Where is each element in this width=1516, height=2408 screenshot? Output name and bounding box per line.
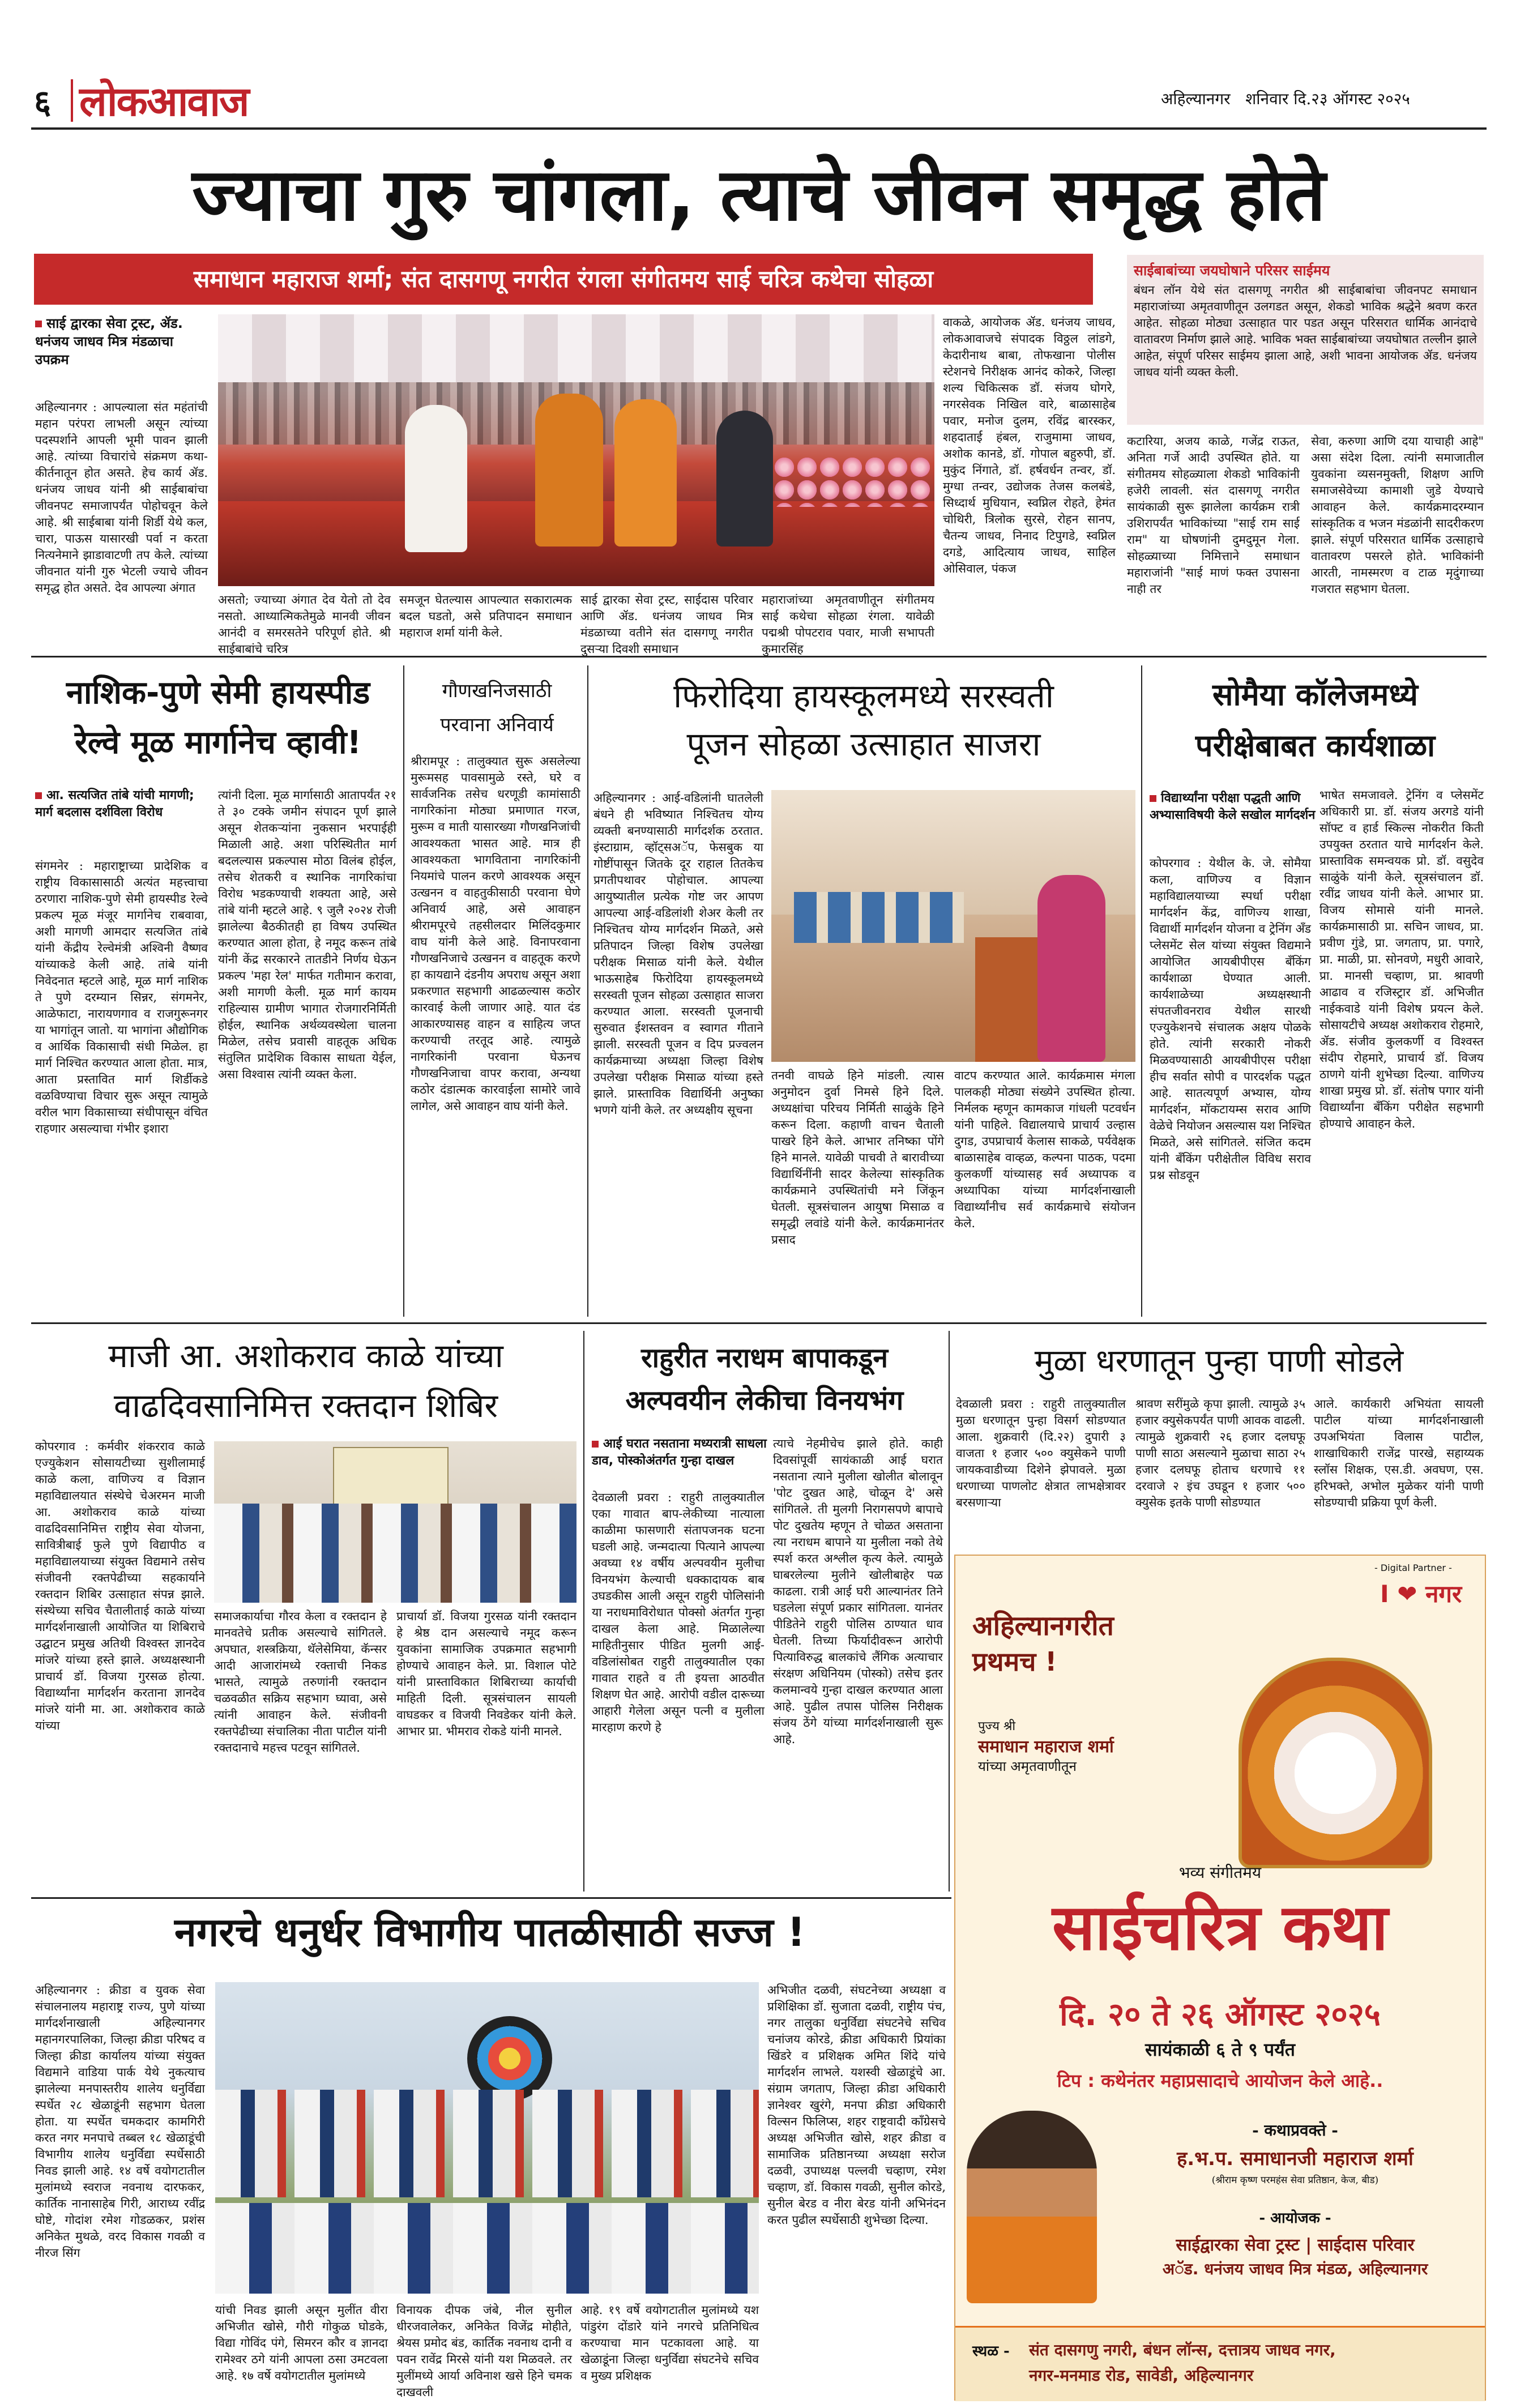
column-rule xyxy=(583,1331,584,1892)
firodia-photo xyxy=(771,790,1135,1062)
firodia-col1: अहिल्यानगर : आई-वडिलांनी घातलेली बंधने ही भविष्यात निश्चितच योग्य व्यक्ती बनण्यासाठी मार्गदर्शक ठरतात. इंस्टाग्राम, व्हॉट्सअॅप, फेसबुक या गोष्टींपासून जितके दूर राहाल तितकेच प्रगतीपथावर पोहोचाल. आपल्या आयुष्यातील प्रत्येक गोष्ट जर आपण आपल्या आई-वडिलांशी शेअर केली तर निश्चितच योग्य मार्गदर्शन मिळते, असे प्रतिपादन जिल्हा विशेष उपलेखा परीक्षक मिसाळ यांनी केले. येथील भाऊसाहेब फिरोदिया हायस्कूलमध्ये सरस्वती पूजन सोहळा उत्साहात साजरा करण्यात आला. सरस्वती पूजनाची सुरुवात ईशस्तवन व स्वागत गीताने झाली. सरस्वती पूजन व दिप प्रज्वलन कार्यक्रमाच्या अध्यक्षा जिल्हा विशेष उपलेखा परीक्षक मिसाळ यांच्या हस्ते झाले. प्रास्ताविक विद्यार्थिनी अनुष्का भणगे यांनी केले. तर अध्यक्षीय सूचना xyxy=(593,791,763,1117)
ad-time: सायंकाळी ६ ते ९ पर्यंत xyxy=(1145,2039,1295,2060)
masthead-rule xyxy=(31,127,1487,130)
column-rule xyxy=(587,665,588,1317)
person-2 xyxy=(535,394,603,547)
ad-speaker-name: समाधान महाराज शर्मा xyxy=(978,1737,1114,1757)
ad-note: टिप : कथेनंतर महाप्रसादाचे आयोजन केले आहे.. xyxy=(1057,2070,1383,2091)
archers-front-row xyxy=(215,2203,759,2294)
ad-speaker-pre: पुज्य श्री xyxy=(978,1719,1016,1734)
ad-kicker: भव्य संगीतमय xyxy=(1178,1863,1262,1882)
lead-sidebar xyxy=(1127,255,1484,425)
lead-col5: महाराजांच्या अमृतवाणीतून संगीतमय साई कथेचा सोहळा रंगला. यावेळी पद्मश्री पोपटराव पवार, माजी सभापती कुमारसिंह xyxy=(762,593,934,656)
gaun-headline-2: परवाना अनिवार्य xyxy=(440,714,554,736)
dhanurdhar-photo xyxy=(215,1982,759,2294)
page-number: ६ xyxy=(34,83,52,121)
nashik-col2: त्यांनी दिला. मूळ मार्गासाठी आतापर्यंत २१ ते ३० टक्के जमीन संपादन पूर्ण झाले असून शेतकऱ्यांना नुकसान भरपाईही मिळाली आहे. अशा परिस्थितीत मार्ग बदलल्यास प्रकल्पास मोठा विलंब होईल, तसेच शेतकरी व स्थानिक नागरिकांचा विरोध भडकण्याची शक्यता आहे, असे तांबे यांनी म्हटले आहे. ९ जुलै २०२४ रोजी झालेल्या बैठकीतही हा विषय उपस्थित करण्यात आला होता, हे नमूद करून तांबे यांनी केंद्र सरकारने तातडीने निर्णय घेऊन प्रकल्प 'महा रेल' मार्फत गतीमान करावा, अशी मागणी केली. मूळ मार्ग कायम राहिल्यास ग्रामीण भागात रोजगारनिर्मिती होईल, स्थानिक अर्थव्यवस्थेला चालना मिळेल, तसेच प्रवासी वाहतूक अधिक संतुलित प्रादेशिक विकास साधता येईल, असा विश्वास त्यांनी व्यक्त केला. xyxy=(218,788,396,1081)
somaiya-subhead xyxy=(1150,790,1319,824)
person-4 xyxy=(716,411,773,547)
column-rule xyxy=(403,665,404,1317)
bullet-square xyxy=(35,792,42,799)
column-rule xyxy=(1141,665,1142,1317)
masthead-divider xyxy=(71,79,73,122)
sai-baba-portrait xyxy=(1239,1658,1432,1868)
kale-photo xyxy=(214,1441,576,1603)
firodia-headline-1: फिरोदिया हायस्कूलमध्ये सरस्वती xyxy=(673,677,1054,715)
dhanurdhar-col3: विनायक दीपक जंबे, नील सुनील धीरजवालेकर, अनिकेत विजेंद्र मोहीते, श्रेयस प्रमोद बंड, कार्तिक नवनाथ दानी व पवन रावेंद्र मिरसे यांनी यश मिळवले. तर मुलींमध्ये आर्या अविनाश खसे हिने चमक दाखवली xyxy=(396,2303,572,2399)
lead-subhead xyxy=(35,314,205,369)
lead-col4: साई द्वारका सेवा ट्रस्ट, साईदास परिवार आणि ॲड. धनंजय जाधव मित्र मंडळाच्या वतीने संत दासगणू नगरीत दुसऱ्या दिवशी समाधान xyxy=(580,593,753,656)
lead-photo xyxy=(218,314,934,586)
ad-narrator-name: ह.भ.प. समाधानजी महाराज शर्मा xyxy=(1177,2147,1413,2170)
rahuri-col2: त्याचे नेहमीचेच झाले होते. काही दिवसांपूर्वी सायंकाळी आई घरात नसताना त्याने मुलीला खोलीत बोलावून 'पोट दुखत आहे, चोळून दे' असे सांगितले. ती मुलगी निरागसपणे बापाचे पोट दुखतेय म्हणून ते चोळत असताना त्या नराधम बापाने या मुलीला नको तेथे स्पर्श करत अश्लील कृत्य केले. त्यामुळे घाबरलेल्या मुलीने खोलीबाहेर पळ काढला. रात्री आई घरी आल्यानंतर तिने घडलेला संपूर्ण प्रकार सांगितला. यानंतर पीडितेने राहुरी पोलिस ठाण्यात धाव घेतली. तिच्या फिर्यादीवरून आरोपी पित्याविरुद्ध बालकांचे लैंगिक अत्याचार संरक्षण अधिनियम (पोस्को) तसेच इतर कलमान्वये गुन्हा दाखल करण्यात आला आहे. पुढील तपास पोलिस निरीक्षक संजय ठेंगे यांच्या मार्गदर्शनाखाली सुरू आहे. xyxy=(773,1437,943,1746)
person-3 xyxy=(614,399,677,547)
kale-col2: समाजकार्याचा गौरव केला व रक्तदान हे मानवतेचे प्रतीक असल्याचे सांगितले. अपघात, शस्त्रक्रिया, थॅलेसेमिया, कॅन्सर आदी आजारांमध्ये रक्ताची निकड भासते, त्यामुळे तरुणांनी रक्तदान चळवळीत सक्रिय सहभाग घ्यावा, असे त्यांनी आवाहन केले. संजीवनी रक्तपेढीच्या संचालिका नीता पाटील यांनी रक्तदानाचे महत्त्व पटवून सांगितले. xyxy=(214,1609,387,1754)
dhanurdhar-col4: आहे. १९ वर्षे वयोगटातील मुलांमध्ये यश पांडुरंग दोंडारे यांने नगरचे प्रतिनिधित्व करण्याचा मान पटकावला आहे. या खेळाडूंना जिल्हा धनुर्विद्या संघटनेचे सचिव व मुख्य प्रशिक्षक xyxy=(580,2303,759,2383)
ad-organizer-label: - आयोजक - xyxy=(1259,2210,1331,2227)
somaiya-subhead-text: विद्यार्थ्यांना परीक्षा पद्धती आणि अभ्यासाविषयी केले सखोल मार्गदर्शन xyxy=(1150,791,1316,822)
archery-target xyxy=(467,2016,552,2101)
lead-subhead-text: साई द्वारका सेवा ट्रस्ट, ॲड. धनंजय जाधव मित्र मंडळाचा उपक्रम xyxy=(35,315,183,368)
lead-headline: ज्याचा गुरु चांगला, त्याचे जीवन समृद्ध होते xyxy=(192,153,1326,237)
ad-intro-line-1: अहिल्यानगरीत xyxy=(972,1610,1114,1642)
dhanurdhar-col1: अहिल्यानगर : क्रीडा व युवक सेवा संचालनालय महाराष्ट्र राज्य, पुणे यांच्या मार्गदर्शनाखाली अहिल्यानगर महानगरपालिका, जिल्हा क्रीडा परिषद व जिल्हा क्रीडा कार्यालय यांच्या संयुक्त विद्यमाने वाडिया पार्क येथे नुकत्याच झालेल्या मनपास्तरीय शालेय धनुर्विद्या स्पर्धेत २८ खेळाडूंनी सहभाग घेतला होता. या स्पर्धेत चमकदार कामगिरी करत नगर मनपाचे तब्बल १८ खेळाडूंची विभागीय शालेय धनुर्विद्या स्पर्धेसाठी निवड झाली आहे. १४ वर्षे वयोगटातील मुलांमध्ये स्वराज नवनाथ दारफकर, कार्तिक नानासाहेब गिरी, आराध्य रवींद्र घोष्टे, गोदांश रमेश गोडळकर, प्रशंस अनिकेत मुथळे, वरद विकास गवळी व नीरज सिंग xyxy=(35,1983,205,2260)
newspaper-logo: लोकआवाज xyxy=(79,78,249,125)
lead-col7: कटारिया, अजय काळे, गजेंद्र राऊत, अनिता गर्जे आदी उपस्थित होते. या संगीतमय सोहळ्याला शेकडो भाविकांनी हजेरी लावली. संत दासगणू नगरीत सायंकाळी सुरू झालेला कार्यक्रम रात्री उशिरापर्यंत भाविकांच्या "साई राम साई राम" या घोषणांनी दुमदुमून गेला. सोहळ्याच्या निमित्ताने समाधान महाराजांनी "साई माणं फक्त उपासना नाही तर xyxy=(1127,434,1300,596)
section-rule-3 xyxy=(31,1897,951,1899)
ad-venue-line-1: संत दासगणु नगरी, बंधन लॉन्स, दत्तात्रय जाधव नगर, xyxy=(1029,2341,1336,2359)
seated-guests xyxy=(794,892,964,943)
podium xyxy=(975,937,1043,1062)
person-1 xyxy=(405,405,467,552)
lead-col6: वाकळे, आयोजक ॲड. धनंजय जाधव, लोकआवाजचे संपादक विठ्ठल लांडगे, केदारीनाथ बाबा, तोफखाना पोलीस स्टेशनचे निरीक्षक आनंद कोकरे, जिल्हा शल्य चिकित्सक डॉ. संजय घोगरे, नगरसेवक निखिल वारे, बाळासाहेब पवार, मनोज दुलम, रविंद्र बारस्कर, शहदातार्ई हंबल, राजुमामा जाधव, अशोक कानडे, डॉ. गोपाल बहुरुपी, डॉ. मुकुंद निंगाते, डॉ. हर्षवर्धन तन्वर, डॉ. मुग्धा तन्वर, उद्योजक तेजस कलबंडे, सिध्दार्थ मुधियान, स्वप्निल रोहते, हेमंत चोथिरी, त्रिलोक सुरसे, रोहन सानप, चैतन्य जाधव, निनाद टिपुगडे, स्वप्निल दगडे, आदित्याय जाधव, साहिल ओसिवाल, पंकज xyxy=(943,315,1116,575)
nashik-headline-1: नाशिक-पुणे सेमी हायस्पीड xyxy=(66,674,370,711)
lead-col8: सेवा, करुणा आणि दया याचाही आहे" असा संदेश दिला. त्यांनी समाजातील युवकांना व्यसनमुक्ती, शिक्षण आणि समाजसेवेच्या कामाशी जुडे येण्याचे आवाहन केले. कार्यक्रमादरम्यान सांस्कृतिक व भजन मंडळांनी सादरीकरण झाले. संपूर्ण परिसरात धार्मिक उत्साहाचे वातावरण पसरले होते. भाविकांनी आरती, नामस्मरण व टाळ मृदुंगाच्या गजरात सहभाग घेतला. xyxy=(1311,434,1484,596)
somaiya-col2: भाषेत समजावले. ट्रेनिंग व प्लेसमेंट अधिकारी प्रा. डॉ. संजय अरगडे यांनी सॉफ्ट व हार्ड स्किल्स नोकरीत किती उपयुक्त ठरतात याचे मार्गदर्शन केले. प्रास्ताविक समन्वयक प्रो. डॉ. वसुदेव साळुंके यांनी केले. सूत्रसंचालन डॉ. रवींद्र जाधव यांनी केले. आभार प्रा. विजय सोमासे यांनी मानले. कार्यक्रमासाठी प्रा. सचिन जाधव, प्रा. प्रवीण गुंडे, प्रा. जगताप, प्रा. पगारे, प्रा. माळी, प्रा. सोनवणे, मधुरी आवारे, प्रा. मानसी चव्हाण, प्रा. श्रावणी आढाव व रजिस्ट्रार डॉ. अभिजीत नाईकवाडे यांनी विशेष प्रयत्न केले. सोसायटीचे अध्यक्ष अशोकराव रोहमारे, ॲड. संजीव कुलकर्णी व विश्वस्त संदीप रोहमारे, प्राचार्य डॉ. विजय ठाणगे यांनी शुभेच्छा दिल्या. वाणिज्य शाखा प्रमुख प्रो. डॉ. संतोष पगार यांनी विद्यार्थ्यांना बँकिंग परीक्षेत सहभागी होण्याचे आवाहन केले. xyxy=(1319,788,1484,1130)
ad-venue-line-2: नगर-मनमाड रोड, सावेडी, अहिल्यानगर xyxy=(1029,2366,1254,2385)
firodia-headline-2: पूजन सोहळा उत्साहात साजरा xyxy=(686,725,1041,763)
rahuri-headline-2: अल्पवयीन लेकीचा विनयभंग xyxy=(625,1385,904,1416)
speaker xyxy=(1037,875,1105,1062)
ad-dates: दि. २० ते २६ ऑगस्ट २०२५ xyxy=(1060,1996,1381,2033)
bullet-square xyxy=(1150,795,1156,802)
mula-col2: श्रावण सरींमुळे कृपा झाली. त्यामुळे ३५ हजार क्युसेकपर्यंत पाणी आवक वाढली. त्यामुळे शुक्रवारी २६ हजार दलघफू पाणी साठा असल्याने मुळाचा साठा २५ हजार दलघफू होताच धरणाचे ११ दरवाजे २ इंच उघडून १ हजार ५०० क्युसेक इतके पाणी सोडण्यात xyxy=(1135,1397,1305,1509)
stage-canopy xyxy=(218,314,934,382)
dhanurdhar-col2: यांची निवड झाली असून मुलींत वीरा अभिजीत खोसे, गौरी गोकुळ घोडके, विद्या गोविंद पंगे, सिमरन कौर व ज्ञानदा रामेश्वर ठगे यांनी आपला ठसा उमटवला आहे. १७ वर्षे वयोगटातील मुलांमध्ये xyxy=(215,2303,388,2383)
narrator-photo xyxy=(967,2111,1097,2303)
archers-back-row xyxy=(215,2090,759,2197)
rahuri-subhead-text: आई घरात नसताना मध्यरात्री साधला डाव, पोस्कोअंतर्गत गुन्हा दाखल xyxy=(592,1437,767,1468)
ad-organizer-1: साईद्वारका सेवा ट्रस्ट | साईदास परिवार xyxy=(1176,2235,1415,2255)
section-rule-2 xyxy=(31,1322,1487,1324)
group-people xyxy=(214,1504,576,1603)
firodia-col2: तनवी वाघळे हिने मांडली. त्यास अनुमोदन दुर्वा निमसे हिने दिले. अध्यक्षांचा परिचय निर्मिती साळुंके हिने करून दिला. कहाणी वाचन चैताली पाखरे हिने केले. आभार तनिष्का पोंगे हिने मानले. यावेळी पाचवी ते बारावीच्या विद्यार्थिनींनी सादर केलेल्या सांस्कृतिक कार्यक्रमाने उपस्थितांची मने जिंकून घेतली. सूत्रसंचालन आयुषा मिसाळ व समृद्धी लवांडे यांनी केले. कार्यक्रमानंतर प्रसाद xyxy=(771,1069,944,1246)
mula-headline: मुळा धरणातून पुन्हा पाणी सोडले xyxy=(1034,1343,1404,1380)
lead-col2: असतो; ज्याच्या अंगात देव येतो तो देव नसतो. आध्यात्मिकतेमुळे मानवी जीवन आनंदी व समरसतेने परिपूर्ण होते. श्री साईबाबांचे चरित्र xyxy=(218,593,391,656)
ad-partner-logo: I ❤ नगर xyxy=(1380,1580,1462,1608)
ad-intro-line-2: प्रथमच ! xyxy=(972,1646,1057,1677)
lead-sidebar-heading: साईबाबांच्या जयघोषाने परिसर साईमय xyxy=(1134,262,1330,279)
ad-title: साईचरित्र कथा xyxy=(1052,1890,1389,1965)
ad-partner-label: - Digital Partner - xyxy=(1374,1562,1452,1573)
ad-organizer-2: अॅड. धनंजय जाधव मित्र मंडळ, अहिल्यानगर xyxy=(1162,2260,1428,2278)
ad-narrator-sub: (श्रीराम कृष्ण परमहंस सेवा प्रतिष्ठान, केज, बीड) xyxy=(1211,2175,1379,2186)
flower-decor xyxy=(773,456,932,507)
bullet-square xyxy=(35,321,42,327)
ad-venue-label: स्थळ - xyxy=(972,2343,1010,2360)
ad-speaker-post: यांच्या अमृतवाणीतून xyxy=(978,1758,1077,1774)
dateline: अहिल्यानगर शनिवार दि.२३ ऑगस्ट २०२५ xyxy=(1161,89,1410,108)
section-rule-1 xyxy=(31,656,1487,657)
dhanurdhar-headline: नगरचे धनुर्धर विभागीय पातळीसाठी सज्ज ! xyxy=(174,1909,805,1956)
somaiya-headline-2: परीक्षेबाबत कार्यशाळा xyxy=(1195,728,1436,763)
rahuri-headline-1: राहुरीत नराधम बापाकडून xyxy=(640,1342,889,1374)
lead-sidebar-body: बंधन लॉन येथे संत दासगणू नगरीत श्री साईबाबांचा जीवनपट समाधान महाराजांच्या अमृतवाणीतून उलगडत असून, शेकडो भाविक श्रद्धेने श्रवण करत आहेत. सोहळा मोठ्या उत्साहात पार पडत असून परिसरात धार्मिक आनंदाचे वातावरण निर्माण झाले आहे. भाविक भक्त साईबाबांच्या जयघोषात तल्लीन झाले आहेत, संपूर्ण परिसर साईमय झाला आहे, अशी भावना आयोजक ॲड. धनंजय जाधव यांनी व्यक्त केली. xyxy=(1134,283,1477,379)
kale-headline-1: माजी आ. अशोकराव काळे यांच्या xyxy=(108,1337,503,1375)
gaun-headline-1: गौणखनिजसाठी xyxy=(442,680,552,702)
column-rule xyxy=(949,1331,950,1892)
nashik-subhead xyxy=(35,787,205,821)
lead-col3: समजून घेतल्यास आपल्यात सकारात्मक बदल घडतो, असे प्रतिपादन समाधान महाराज शर्मा यांनी केले. xyxy=(399,593,572,639)
rahuri-subhead xyxy=(592,1436,767,1470)
lead-banner xyxy=(34,254,1093,305)
nashik-subhead-text: आ. सत्यजित तांबे यांची मागणी; मार्ग बदलास दर्शविला विरोध xyxy=(35,788,194,819)
dhanurdhar-col5: अभिजीत दळवी, संघटनेच्या अध्यक्षा व प्रशिक्षिका डॉ. सुजाता दळवी, राष्ट्रीय पंच, नगर तालुका धनुर्विद्या संघटनेचे सचिव चनांजय कोरडे, क्रीडा अधिकारी प्रियांका खिंडरे व प्रशिक्षक अमित शिंदे यांचे मार्गदर्शन लाभले. यशस्वी खेळाडूंचे आ. संग्राम जगताप, जिल्हा क्रीडा अधिकारी ज्ञानेश्वर खुरंगे, मनपा क्रीडा अधिकारी विल्सन फिलिप्स, शहर राष्ट्रवादी काँग्रेसचे अध्यक्ष अभिजीत खोसे, शहर क्रीडा व सामाजिक प्रतिष्ठानच्या अध्यक्षा सरोज दळवी, उपाध्यक्ष पल्लवी चव्हाण, रमेश चव्हाण, डॉ. विकास गवळी, सुनील कोरडे, सुनील बेरड व नीरा बेरड यांनी अभिनंदन करत पुढील स्पर्धेसाठी शुभेच्छा दिल्या. xyxy=(767,1983,946,2227)
kale-col1: कोपरगाव : कर्मवीर शंकरराव काळे एज्युकेशन सोसायटीच्या सुशीलामाई काळे कला, वाणिज्य व विज्ञान महाविद्यालयात संस्थेचे चेअरमन माजी आ. अशोकराव काळे यांच्या वाढदिवसानिमित्त राष्ट्रीय सेवा योजना, सावित्रीबाई फुले पुणे विद्यापीठ व महाविद्यालयाच्या संयुक्त विद्यमाने तसेच संजीवनी रक्तपेढीच्या सहकार्याने रक्तदान शिबिर उत्साहात संपन्न झाले. संस्थेच्या सचिव चैतालीताई काळे यांच्या मार्गदर्शनाखाली आयोजित या शिबिराचे उद्घाटन प्रमुख अतिथी विश्वस्त ज्ञानदेव मांजरे यांच्या हस्ते झाले. अध्यक्षस्थानी प्राचार्य डॉ. विजया गुरसळ होत्या. विद्यार्थ्यांना मार्गदर्शन करताना ज्ञानदेव मांजरे यांनी मा. आ. अशोकराव काळे यांच्या xyxy=(35,1440,205,1732)
kale-headline-2: वाढदिवसानिमित्त रक्तदान शिबिर xyxy=(113,1386,498,1425)
nashik-headline-2: रेल्वे मूळ मार्गानेच व्हावी! xyxy=(74,724,362,761)
somaiya-col1: कोपरगाव : येथील के. जे. सोमैया कला, वाणिज्य व विज्ञान महाविद्यालयाच्या स्पर्धा परीक्षा मार्गदर्शन केंद्र, वाणिज्य शाखा, विद्यार्थी मार्गदर्शन योजना व ट्रेनिंग ॲंड प्लेसमेंट सेल यांच्या संयुक्त विद्यमाने आयोजित आयबीपीएस बँकिंग कार्यशाळा घेण्यात आली. कार्यशाळेच्या अध्यक्षस्थानी संपतजीवनराव येथील सारथी एज्युकेशनचे संचालक अक्षय पोळके होते. त्यांनी सरकारी नोकरी मिळवण्यासाठी आयबीपीएस परीक्षा हीच सर्वात सोपी व पारदर्शक पद्धत आहे. सातत्यपूर्ण अभ्यास, योग्य मार्गदर्शन, मॉकटायम्स सराव आणि वेळेचे नियोजन असल्यास यश निश्चित मिळते, असे सांगितले. संजित कदम यांनी बँकिंग परीक्षेतील विविध सराव प्रश्न सोडवून xyxy=(1150,856,1311,1182)
mula-col1: देवळाली प्रवरा : राहुरी तालुक्यातील मुळा धरणातून पुन्हा विसर्ग सोडण्यात आला. शुक्रवारी (दि.२२) दुपारी ३ वाजता १ हजार ५०० क्युसेकने पाणी जायकवाडीच्या दिशेने झेपावले. मुळा धरणाच्या पाणलोट क्षेत्रात लाभक्षेत्रावर बरसणाऱ्या xyxy=(956,1397,1126,1509)
lead-col1: अहिल्यानगर : आपल्याला संत महंतांची महान परंपरा लाभली असून त्यांच्या पदस्पर्शाने आपली भूमी पावन झाली आहे. त्यांच्या विचारांचे संक्रमण कथा-कीर्तनातून होत असते. हेच कार्य ॲड. धनंजय जाधव यांनी श्री साईबाबांचा जीवनपट समाजापर्यंत पोहोचवून केले आहे. श्री साईबाबा यांनी शिर्डी येथे कल, चारा, पाऊस यासारखी पर्वा न करता नित्यनेमाने झाडावाटणी तप केले. त्यांच्या जीवनात यांनी गुरु भेटली ज्याचे जीवन समृद्ध होत असते. देव आपल्या अंगात xyxy=(35,400,208,595)
ad-venue-strip xyxy=(955,2326,1485,2401)
nashik-col1: संगमनेर : महाराष्ट्राच्या प्रादेशिक व राष्ट्रीय विकासासाठी अत्यंत महत्त्वाचा ठरणारा नाशिक-पुणे सेमी हायस्पीड रेल्वे प्रकल्प मूळ मंजूर मार्गानेच राबवावा, अशी मागणी आमदार सत्यजित तांबे यांनी केंद्रीय रेल्वेमंत्री अश्विनी वैष्णव यांच्याकडे केली आहे. तांबे यांनी निवेदनात म्हटले आहे, मूळ मार्ग नाशिक ते पुणे दरम्यान सिन्नर, संगमनेर, आळेफाटा, नारायणगाव व राजगुरूनगर या भागांतून जातो. या भागांना औद्योगिक व आर्थिक विकासाची संधी मिळेल. हा मार्ग निश्चित करण्यात आला होता. मात्र, आता प्रस्तावित मार्ग शिर्डीकडे वळविण्याचा विचार सुरू असून त्यामुळे वरील भाग विकासाच्या संधीपासून वंचित राहणार असल्याचा गंभीर इशारा xyxy=(35,859,208,1135)
lead-banner-text: समाधान महाराज शर्मा; संत दासगणू नगरीत रंगला संगीतमय साई चरित्र कथेचा सोहळा xyxy=(193,265,934,293)
firodia-col3: वाटप करण्यात आले. कार्यक्रमास मंगला पालकही मोठ्या संख्येने उपस्थित होत्या. निर्मलक म्हणून कामकाज गांधली पटवर्धन यांनी पाहिले. विद्यालयाचे प्राचार्य उल्हास दुगड, उपप्राचार्य केलास साकळे, पर्यवेक्षक बाळासाहेब वाव्हळ, कल्पना पाठक, पदमा कुलकर्णी यांच्यासह सर्व अध्यापक व अध्यापिका यांच्या मार्गदर्शनाखाली विद्यार्थ्यांनीच सर्व कार्यक्रमाचे संयोजन केले. xyxy=(954,1069,1135,1230)
mula-col3: आले. कार्यकारी अभियंता सायली पाटील यांच्या मार्गदर्शनाखाली उपअभियंता विलास पाटील, शाखाधिकारी राजेंद्र पारखे, सहाय्यक स्लॉस शिक्षक, एस.डी. अवघण, एस. हरिभक्ते, अभोल मुळेकर यांनी पाणी सोडण्याची प्रक्रिया पूर्ण केली. xyxy=(1314,1397,1484,1509)
somaiya-headline-1: सोमैया कॉलेजमध्ये xyxy=(1212,677,1418,712)
gaun-col1: श्रीरामपूर : तालुक्यात सुरू असलेल्या मुरूमसह पावसामुळे रस्ते, घरे व सार्वजनिक तसेच धरणूडी कामांसाठी नागरिकांना मोठ्या प्रमाणात गरज, मुरूम व माती यासारख्या गौणखनिजांची आवश्यकता भासत आहे. मात्र ही आवश्यकता भागविताना नागरिकांनी नियमांचे पालन करणे आवश्यक असून उत्खनन व वाहतुकीसाठी परवाना घेणे अनिवार्य आहे, असे आवाहन श्रीरामपूरचे तहसीलदार मिलिंदकुमार वाघ यांनी केले आहे. विनापरवाना गौणखनिजाचे उत्खनन व वाहतूक करणे हा कायद्याने दंडनीय अपराध असून अशा प्रकरणात सहभागी आढळल्यास कठोर कारवाई केली जाणार आहे. यात दंड आकारण्यासह वाहन व साहित्य जप्त करण्याची तरतूद आहे. त्यामुळे नागरिकांनी परवाना घेऊनच गौणखनिजाचा वापर करावा, अन्यथा कठोर दंडात्मक कारवाईला सामोरे जावे लागेल, असे आवाहन वाघ यांनी केले. xyxy=(411,754,580,1113)
bullet-square xyxy=(592,1441,599,1448)
kale-col3: प्राचार्या डॉ. विजया गुरसळ यांनी रक्तदान हे श्रेष्ठ दान असल्याचे नमूद करून युवकांना सामाजिक उपक्रमात सहभागी होण्याचे आवाहन केले. प्रा. विशाल पोटे यांनी प्रास्ताविकात शिबिराच्या कार्याची माहिती दिली. सूत्रसंचालन सायली वाघडकर व विजयी निवडेकर यांनी केले. आभार प्रा. भीमराव रोकडे यांनी मानले. xyxy=(396,1609,576,1738)
ad-narrator-label: - कथाप्रवक्ते - xyxy=(1252,2121,1338,2140)
rahuri-col1: देवळाली प्रवरा : राहुरी तालुक्यातील एका गावात बाप-लेकीच्या नात्याला काळीमा फासणारी संतापजनक घटना घडली आहे. जन्मदात्या पित्याने आपल्या अवघ्या १४ वर्षीय अल्पवयीन मुलीचा विनयभंग केल्याची धक्कादायक बाब उघडकीस आली असून राहुरी पोलिसांनी या नराधमाविरोधात पोक्सो अंतर्गत गुन्हा दाखल केला आहे. मिळालेल्या माहितीनुसार पीडित मुलगी आई-वडिलांसोबत राहुरी तालुक्यातील एका गावात राहते व ती इयत्ता आठवीत शिक्षण घेत आहे. आरोपी वडील दारूच्या आहारी गेलेला असून पत्नी व मुलीला मारहाण करणे हे xyxy=(592,1491,765,1734)
sai-katha-advertisement xyxy=(954,1555,1486,2401)
